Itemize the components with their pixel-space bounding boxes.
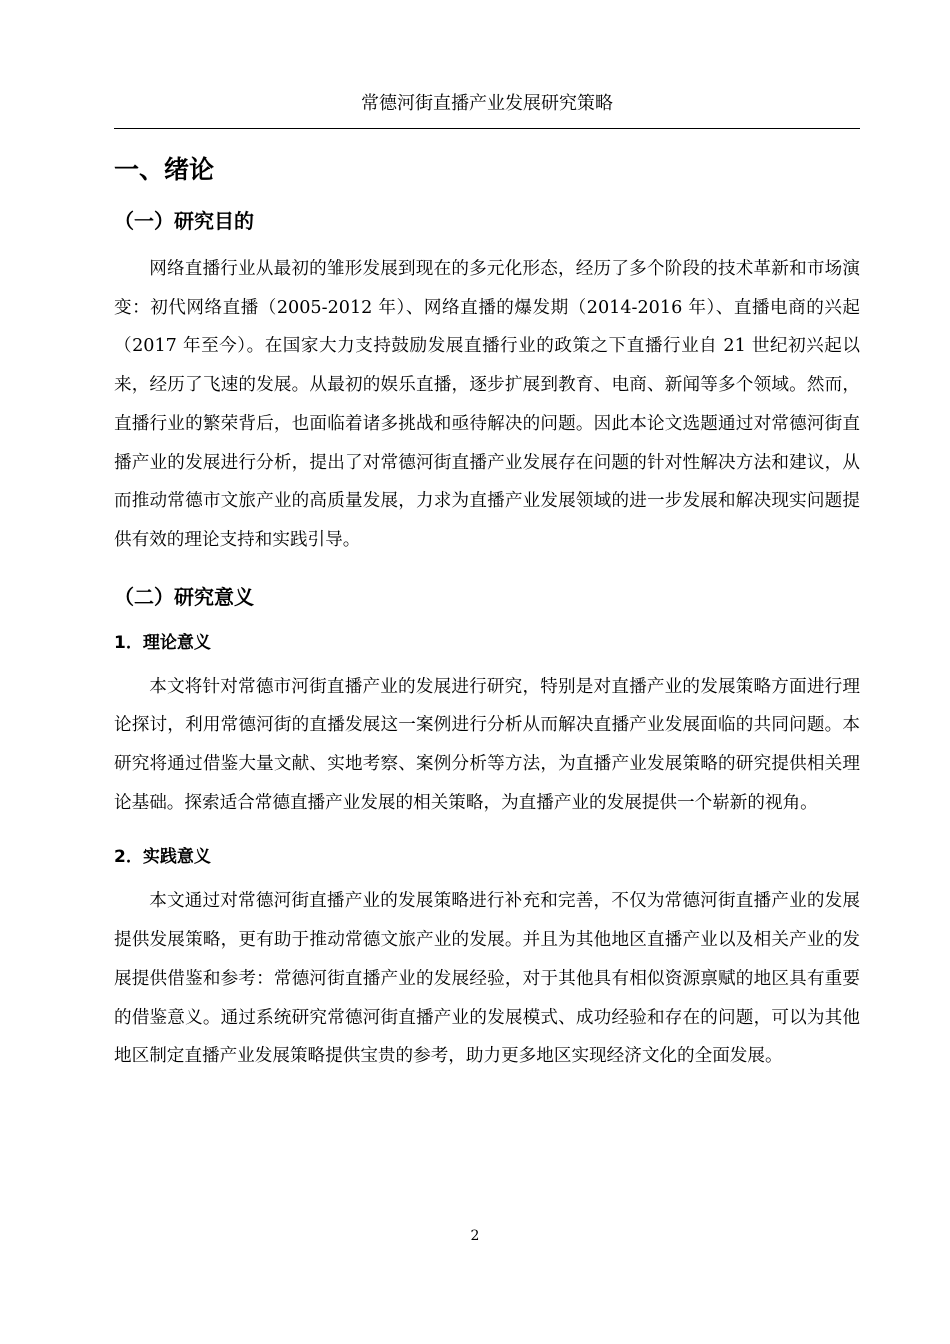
subsection-heading-theory: 1．理论意义 (114, 632, 211, 653)
header-rule (114, 128, 860, 129)
paragraph-practice: 本文通过对常德河街直播产业的发展策略进行补充和完善，不仅为常德河街直播产业的发展提供发展策略，更有助于推动常德文旅产业的发展。并且为其他地区直播产业以及相关产业的发展提供借鉴和参考：常德河街直播产业的发展经验，对于其他具有相似资源禀赋的地区具有重要的借鉴意义。通过系统研究常德河街直播产业的发展模式、成功经验和存在的问题，可以为其他地区制定直播产业发展策略提供宝贵的参考，助力更多地区实现经济文化的全面发展。 (114, 891, 860, 1067)
chapter-heading: 一、绪论 (114, 155, 215, 184)
subsection-heading-practice: 2．实践意义 (114, 847, 211, 868)
section-heading-significance: （二）研究意义 (114, 584, 254, 609)
page-content (114, 150, 860, 1076)
paragraph-purpose: 网络直播行业从最初的雏形发展到现在的多元化形态，经历了多个阶段的技术革新和市场演变：初代网络直播（2005-2012 年）、网络直播的爆发期（2014-2016 年）、直播电商的兴起（2017 年至今）。在国家大力支持鼓励发展直播行业的政策之下直播行业自 21 世纪初兴起以来，经历了飞速的发展。从最初的娱乐直播，逐步扩展到教育、电商、新闻等多个领域。然而，直播行业的繁荣背后，也面临着诸多挑战和亟待解决的问题。因此本论文选题通过对常德河街直播产业的发展进行分析，提出了对常德河街直播产业发展存在问题的针对性解决方法和建议，从而推动常德市文旅产业的高质量发展，力求为直播产业发展领域的进一步发展和解决现实问题提供有效的理论支持和实践引导。 (114, 259, 860, 550)
section-heading-purpose: （一）研究目的 (114, 209, 254, 233)
page-number: 2 (470, 1228, 480, 1244)
running-header: 常德河街直播产业发展研究策略 (361, 93, 613, 114)
paragraph-theory: 本文将针对常德市河街直播产业的发展进行研究，特别是对直播产业的发展策略方面进行理论探讨，利用常德河街的直播发展这一案例进行分析从而解决直播产业发展面临的共同问题。本研究将通过借鉴大量文献、实地考察、案例分析等方法，为直播产业发展策略的研究提供相关理论基础。探索适合常德直播产业发展的相关策略，为直播产业的发展提供一个崭新的视角。 (114, 676, 860, 813)
